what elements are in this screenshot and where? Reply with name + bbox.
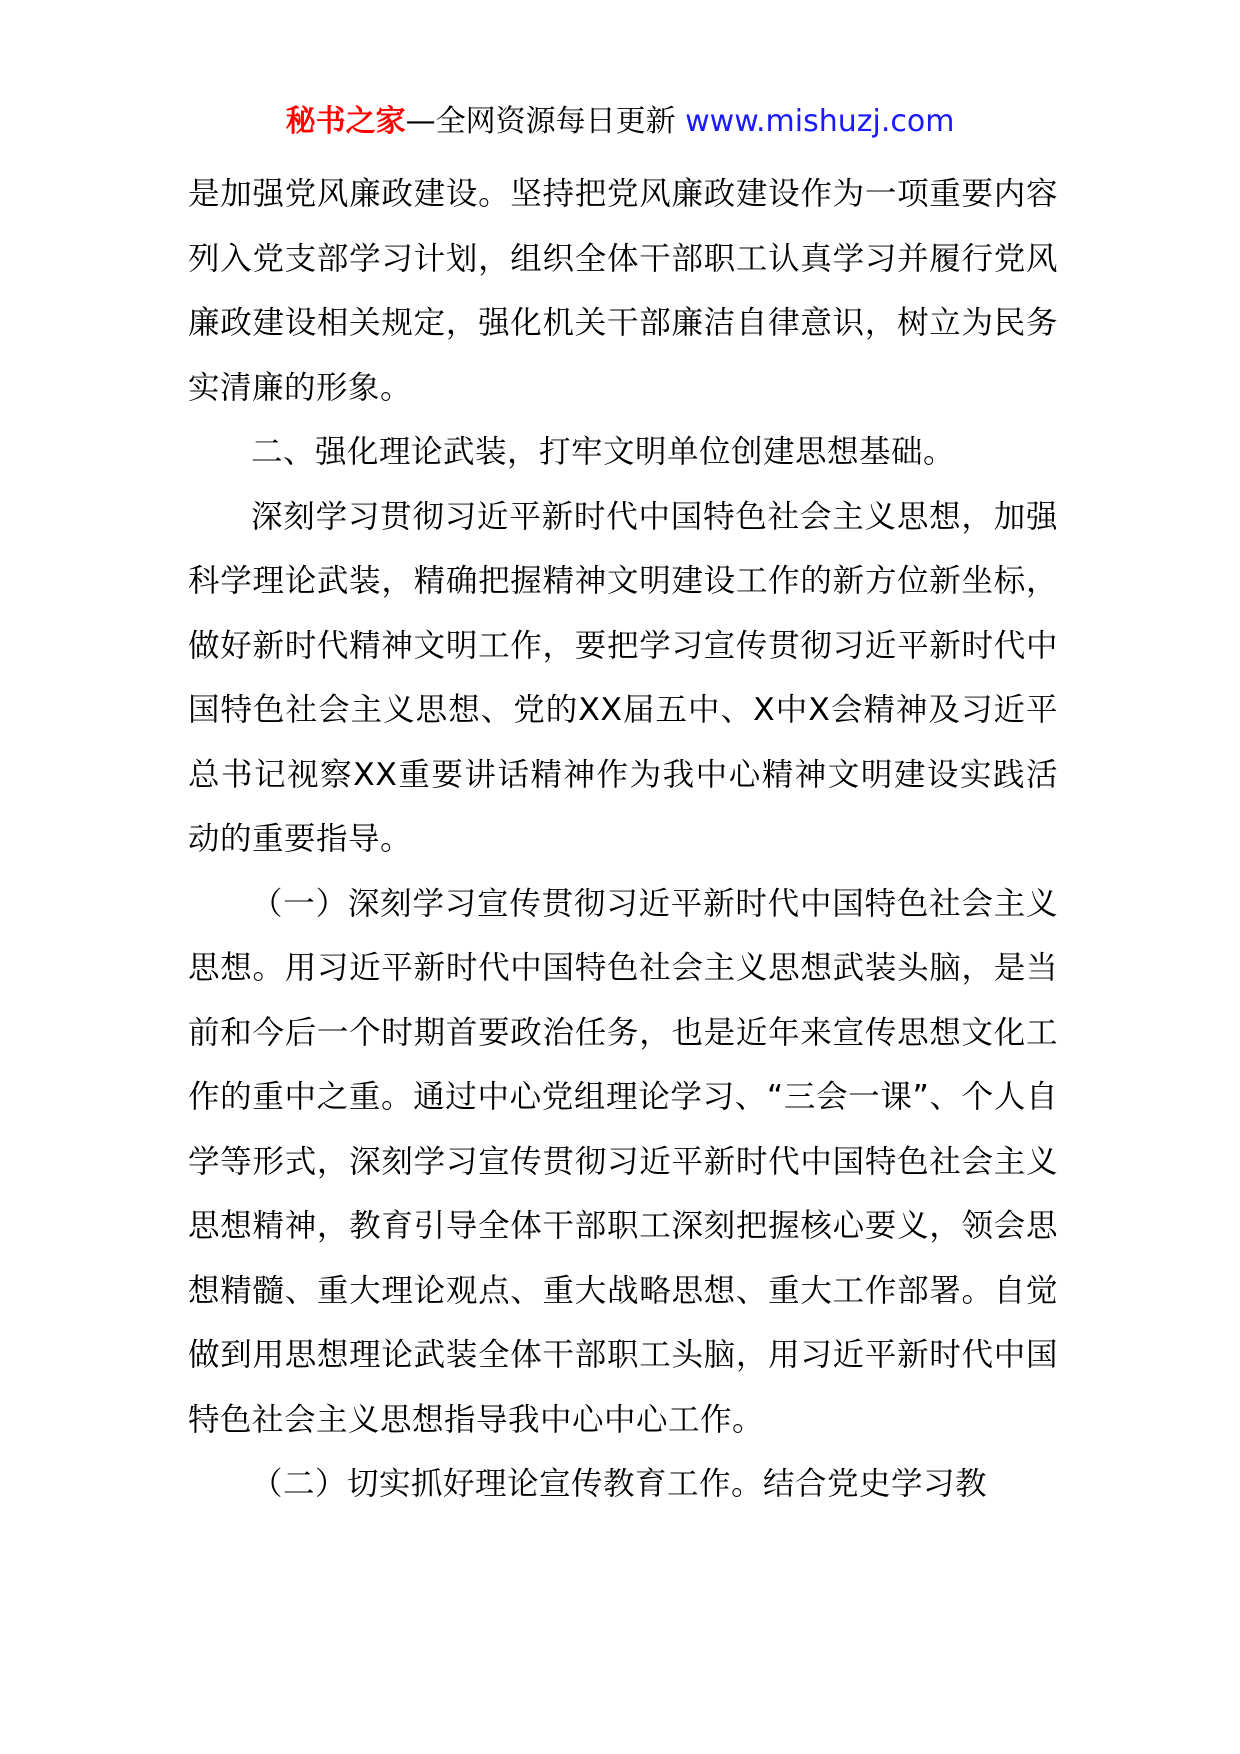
website-link[interactable]: www.mishuzj.com: [685, 104, 955, 139]
paragraph: （一）深刻学习宣传贯彻习近平新时代中国特色社会主义思想。用习近平新时代中国特色社会主义思想武装头脑，是当前和今后一个时期首要政治任务，也是近年来宣传思想文化工作的重中之重。通过中心党组理论学习、“三会一课”、个人自学等形式，深刻学习宣传贯彻习近平新时代中国特色社会主义思想精神，教育引导全体干部职工深刻把握核心要义，领会思想精髓、重大理论观点、重大战略思想、重大工作部署。自觉做到用思想理论武装全体干部职工头脑，用习近平新时代中国特色社会主义思想指导我中心中心工作。: [188, 885, 1058, 1438]
paragraph-continuation: 是加强党风廉政建设。坚持把党风廉政建设作为一项重要内容列入党支部学习计划，组织全体干部职工认真学习并履行党风廉政建设相关规定，强化机关干部廉洁自律意识，树立为民务实清廉的形象。: [188, 176, 1058, 406]
section-heading: 二、强化理论武装，打牢文明单位创建思想基础。: [251, 434, 956, 470]
paragraph: （二）切实抓好理论宣传教育工作。结合党史学习教: [251, 1466, 988, 1502]
document-body: [188, 162, 1058, 1517]
brand-name: 秘书之家: [285, 104, 406, 139]
paragraph: 深刻学习贯彻习近平新时代中国特色社会主义思想，加强科学理论武装，精确把握精神文明建设工作的新方位新坐标，做好新时代精神文明工作，要把学习宣传贯彻习近平新时代中国特色社会主义思想、党的XX届五中、X中X会精神及习近平总书记视察XX重要讲话精神作为我中心精神文明建设实践活动的重要指导。: [188, 498, 1058, 857]
header-slogan: —全网资源每日更新: [405, 104, 676, 139]
page-header: [0, 100, 1240, 144]
